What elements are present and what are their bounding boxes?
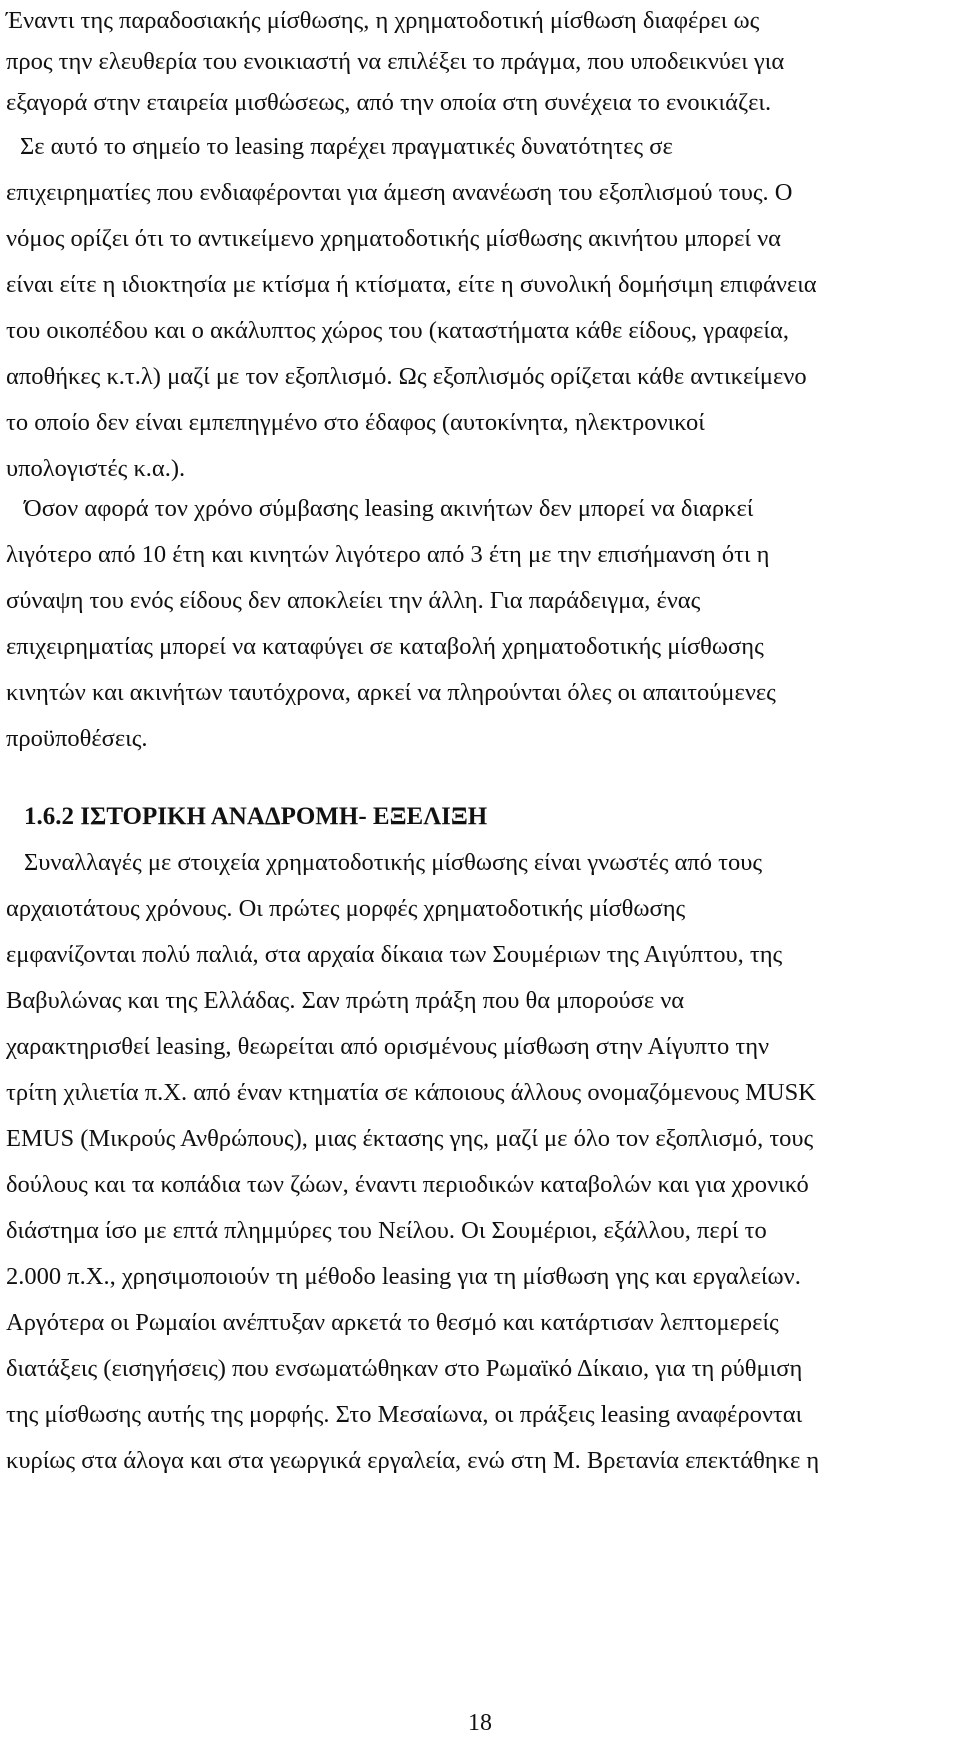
text-line: του οικοπέδου και ο ακάλυπτος χώρος του (καταστήματα κάθε είδους, γραφεία, xyxy=(6,317,789,344)
text-line: δούλους και τα κοπάδια των ζώων, έναντι περιοδικών καταβολών και για χρονικό xyxy=(6,1171,809,1198)
text-line: υπολογιστές κ.α.). xyxy=(6,455,186,482)
text-line: Έναντι της παραδοσιακής μίσθωσης, η χρηματοδοτική μίσθωση διαφέρει ως xyxy=(6,7,760,34)
text-line: το οποίο δεν είναι εμπεπηγμένο στο έδαφος (αυτοκίνητα, ηλεκτρονικοί xyxy=(6,409,705,436)
text-line: 2.000 π.Χ., χρησιμοποιούν τη μέθοδο leasing για τη μίσθωση γης και εργαλείων. xyxy=(6,1263,801,1290)
text-line: της μίσθωσης αυτής της μορφής. Στο Μεσαίωνα, οι πράξεις leasing αναφέρονται xyxy=(6,1401,803,1428)
text-line: Όσον αφορά τον χρόνο σύμβασης leasing ακινήτων δεν μπορεί να διαρκεί xyxy=(24,495,754,522)
text-line: είναι είτε η ιδιοκτησία με κτίσμα ή κτίσματα, είτε η συνολική δομήσιμη επιφάνεια xyxy=(6,271,817,298)
text-line: Σε αυτό το σημείο το leasing παρέχει πραγματικές δυνατότητες σε xyxy=(20,133,673,160)
text-line: αποθήκες κ.τ.λ) μαζί με τον εξοπλισμό. Ως εξοπλισμός ορίζεται κάθε αντικείμενο xyxy=(6,363,807,390)
text-line: σύναψη του ενός είδους δεν αποκλείει την άλλη. Για παράδειγμα, ένας xyxy=(6,587,701,614)
text-line: κινητών και ακινήτων ταυτόχρονα, αρκεί να πληρούνται όλες οι απαιτούμενες xyxy=(6,679,776,706)
text-line: Βαβυλώνας και της Ελλάδας. Σαν πρώτη πράξη που θα μπορούσε να xyxy=(6,987,685,1014)
page-number: 18 xyxy=(468,1710,492,1736)
text-line: Αργότερα οι Ρωμαίοι ανέπτυξαν αρκετά το θεσμό και κατάρτισαν λεπτομερείς xyxy=(6,1309,779,1336)
text-line: επιχειρηματίες που ενδιαφέρονται για άμεση ανανέωση του εξοπλισμού τους. Ο xyxy=(6,179,793,206)
text-line: εμφανίζονται πολύ παλιά, στα αρχαία δίκαια των Σουμέριων της Αιγύπτου, της xyxy=(6,941,783,968)
text-line: λιγότερο από 10 έτη και κινητών λιγότερο από 3 έτη με την επισήμανση ότι η xyxy=(6,541,770,568)
text-line: νόμος ορίζει ότι το αντικείμενο χρηματοδοτικής μίσθωσης ακινήτου μπορεί να xyxy=(6,225,781,252)
text-line: χαρακτηρισθεί leasing, θεωρείται από ορισμένους μίσθωση στην Αίγυπτο την xyxy=(6,1033,770,1060)
text-line: διάστημα ίσο με επτά πλημμύρες του Νείλου. Οι Σουμέριοι, εξάλλου, περί το xyxy=(6,1217,767,1244)
text-line: τρίτη χιλιετία π.Χ. από έναν κτηματία σε κάποιους άλλους ονομαζόμενους MUSK xyxy=(6,1079,816,1106)
text-line: επιχειρηματίας μπορεί να καταφύγει σε καταβολή χρηματοδοτικής μίσθωσης xyxy=(6,633,764,660)
section-heading: 1.6.2 ΙΣΤΟΡΙΚΗ ΑΝΑΔΡΟΜΗ- ΕΞΕΛΙΞΗ xyxy=(24,803,488,830)
text-line: αρχαιοτάτους χρόνους. Οι πρώτες μορφές χρηματοδοτικής μίσθωσης xyxy=(6,895,686,922)
text-line: εξαγορά στην εταιρεία μισθώσεως, από την οποία στη συνέχεια το ενοικιάζει. xyxy=(6,89,772,116)
text-line: προς την ελευθερία του ενοικιαστή να επιλέξει το πράγμα, που υποδεικνύει για xyxy=(6,48,785,75)
text-line: προϋποθέσεις. xyxy=(6,725,148,752)
text-line: κυρίως στα άλογα και στα γεωργικά εργαλεία, ενώ στη Μ. Βρετανία επεκτάθηκε η xyxy=(6,1447,820,1474)
text-line: διατάξεις (εισηγήσεις) που ενσωματώθηκαν στο Ρωμαϊκό Δίκαιο, για τη ρύθμιση xyxy=(6,1355,803,1382)
text-line: EMUS (Μικρούς Ανθρώπους), μιας έκτασης γης, μαζί με όλο τον εξοπλισμό, τους xyxy=(6,1125,814,1152)
text-line: Συναλλαγές με στοιχεία χρηματοδοτικής μίσθωσης είναι γνωστές από τους xyxy=(24,849,763,876)
